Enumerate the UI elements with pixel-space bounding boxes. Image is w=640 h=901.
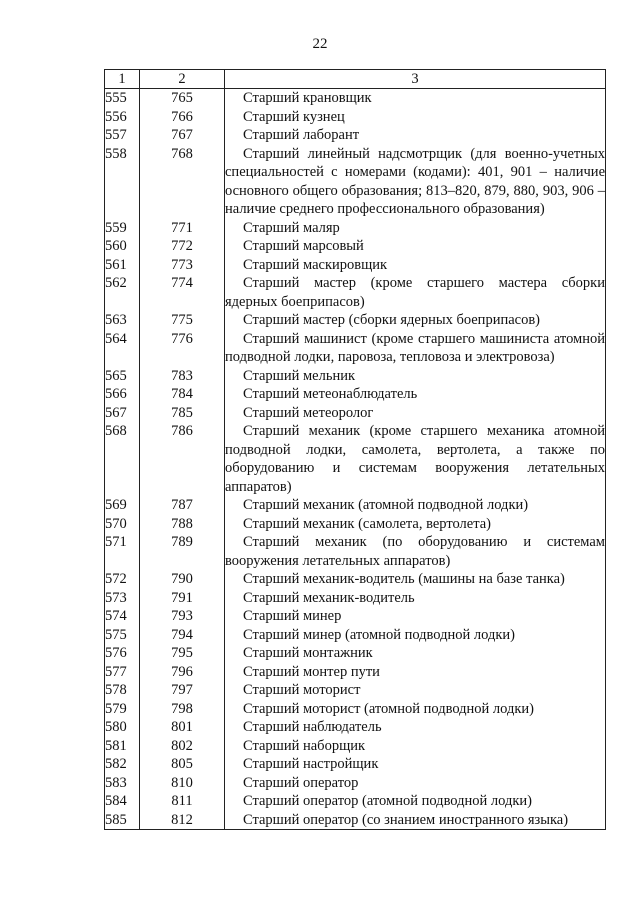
row-number: 558 [105, 145, 140, 219]
row-number: 581 [105, 737, 140, 756]
table-row [105, 681, 606, 700]
specialty-code: 812 [140, 811, 225, 830]
occupation-table [104, 69, 606, 830]
position-title: Старший настройщик [225, 755, 606, 774]
position-title: Старший маляр [225, 219, 606, 238]
specialty-code: 776 [140, 330, 225, 367]
specialty-code: 785 [140, 404, 225, 423]
position-title: Старший механик-водитель [225, 589, 606, 608]
position-title: Старший крановщик [225, 89, 606, 108]
position-title: Старший маскировщик [225, 256, 606, 275]
row-number: 567 [105, 404, 140, 423]
specialty-code: 773 [140, 256, 225, 275]
row-number: 575 [105, 626, 140, 645]
specialty-code: 787 [140, 496, 225, 515]
position-title: Старший минер (атомной подводной лодки) [225, 626, 606, 645]
position-title: Старший монтер пути [225, 663, 606, 682]
position-title: Старший механик (самолета, вертолета) [225, 515, 606, 534]
table-row [105, 774, 606, 793]
table-row [105, 496, 606, 515]
table-row [105, 515, 606, 534]
specialty-code: 767 [140, 126, 225, 145]
position-title: Старший марсовый [225, 237, 606, 256]
table-row [105, 811, 606, 830]
specialty-code: 774 [140, 274, 225, 311]
row-number: 557 [105, 126, 140, 145]
position-title: Старший наблюдатель [225, 718, 606, 737]
row-number: 565 [105, 367, 140, 386]
specialty-code: 789 [140, 533, 225, 570]
table-row [105, 663, 606, 682]
table-row [105, 718, 606, 737]
position-title: Старший машинист (кроме старшего машиниста атомной подводной лодки, паровоза, тепловоза и электровоза) [225, 330, 605, 365]
row-number: 564 [105, 330, 140, 367]
table-row [105, 145, 606, 219]
specialty-code: 765 [140, 89, 225, 108]
table-row [105, 256, 606, 275]
row-number: 559 [105, 219, 140, 238]
row-number: 582 [105, 755, 140, 774]
specialty-code: 793 [140, 607, 225, 626]
row-number: 584 [105, 792, 140, 811]
table-row [105, 644, 606, 663]
position-title: Старший моторист (атомной подводной лодки) [225, 700, 606, 719]
table-row [105, 219, 606, 238]
row-number: 569 [105, 496, 140, 515]
table-row [105, 607, 606, 626]
table-row [105, 367, 606, 386]
row-number: 576 [105, 644, 140, 663]
table-row [105, 385, 606, 404]
table-row [105, 533, 606, 570]
position-title: Старший мастер (сборки ядерных боеприпасов) [225, 311, 606, 330]
position-title: Старший оператор [225, 774, 606, 793]
table-row [105, 237, 606, 256]
row-number: 555 [105, 89, 140, 108]
specialty-code: 771 [140, 219, 225, 238]
column-header-3: 3 [225, 70, 606, 89]
specialty-code: 805 [140, 755, 225, 774]
table-row [105, 330, 606, 367]
table-row [105, 108, 606, 127]
row-number: 561 [105, 256, 140, 275]
position-title: Старший моторист [225, 681, 606, 700]
specialty-code: 775 [140, 311, 225, 330]
row-number: 570 [105, 515, 140, 534]
table-row [105, 700, 606, 719]
row-number: 562 [105, 274, 140, 311]
table-row [105, 126, 606, 145]
table-row [105, 589, 606, 608]
position-title: Старший кузнец [225, 108, 606, 127]
position-title: Старший лаборант [225, 126, 606, 145]
table-row [105, 274, 606, 311]
column-header-2: 2 [140, 70, 225, 89]
position-title: Старший мастер (кроме старшего мастера сборки ядерных боеприпасов) [225, 275, 605, 310]
specialty-code: 788 [140, 515, 225, 534]
page-number: 22 [312, 36, 328, 52]
table-row [105, 792, 606, 811]
row-number: 577 [105, 663, 140, 682]
row-number: 568 [105, 422, 140, 496]
position-title: Старший мельник [225, 367, 606, 386]
specialty-code: 786 [140, 422, 225, 496]
row-number: 578 [105, 681, 140, 700]
specialty-code: 810 [140, 774, 225, 793]
row-number: 579 [105, 700, 140, 719]
row-number: 583 [105, 774, 140, 793]
column-header-1: 1 [105, 70, 140, 89]
position-title: Старший механик-водитель (машины на базе танка) [225, 570, 606, 589]
specialty-code: 811 [140, 792, 225, 811]
row-number: 580 [105, 718, 140, 737]
position-title: Старший монтажник [225, 644, 606, 663]
specialty-code: 791 [140, 589, 225, 608]
row-number: 566 [105, 385, 140, 404]
specialty-code: 797 [140, 681, 225, 700]
specialty-code: 794 [140, 626, 225, 645]
position-title: Старший оператор (атомной подводной лодки) [225, 792, 606, 811]
specialty-code: 766 [140, 108, 225, 127]
position-title: Старший наборщик [225, 737, 606, 756]
position-title: Старший механик (кроме старшего механика атомной подводной лодки, самолета, вертолета, а также по оборудованию и системам вооружения летательных аппаратов) [225, 423, 605, 495]
row-number: 572 [105, 570, 140, 589]
specialty-code: 784 [140, 385, 225, 404]
table-row [105, 311, 606, 330]
row-number: 574 [105, 607, 140, 626]
table-header-row [105, 70, 606, 89]
specialty-code: 801 [140, 718, 225, 737]
position-title: Старший метеонаблюдатель [225, 385, 606, 404]
row-number: 563 [105, 311, 140, 330]
specialty-code: 798 [140, 700, 225, 719]
position-title: Старший механик (атомной подводной лодки) [225, 496, 606, 515]
table-row [105, 626, 606, 645]
specialty-code: 783 [140, 367, 225, 386]
row-number: 556 [105, 108, 140, 127]
specialty-code: 802 [140, 737, 225, 756]
table-row [105, 89, 606, 108]
table-row [105, 422, 606, 496]
specialty-code: 768 [140, 145, 225, 219]
specialty-code: 795 [140, 644, 225, 663]
row-number: 571 [105, 533, 140, 570]
table-row [105, 755, 606, 774]
table-row [105, 570, 606, 589]
row-number: 560 [105, 237, 140, 256]
position-title: Старший метеоролог [225, 404, 606, 423]
specialty-code: 796 [140, 663, 225, 682]
table-body [105, 89, 606, 830]
position-title: Старший оператор (со знанием иностранного языка) [225, 811, 606, 830]
row-number: 585 [105, 811, 140, 830]
specialty-code: 772 [140, 237, 225, 256]
position-title: Старший линейный надсмотрщик (для военно-учетных специальностей с номерами (кодами): 401, 901 – наличие основного общего образования; 813–820, 879, 880, 903, 906 – наличие среднего профессионального образования) [225, 145, 605, 217]
specialty-code: 790 [140, 570, 225, 589]
row-number: 573 [105, 589, 140, 608]
table-row [105, 737, 606, 756]
position-title: Старший минер [225, 607, 606, 626]
position-title: Старший механик (по оборудованию и системам вооружения летательных аппаратов) [225, 534, 605, 569]
table-row [105, 404, 606, 423]
